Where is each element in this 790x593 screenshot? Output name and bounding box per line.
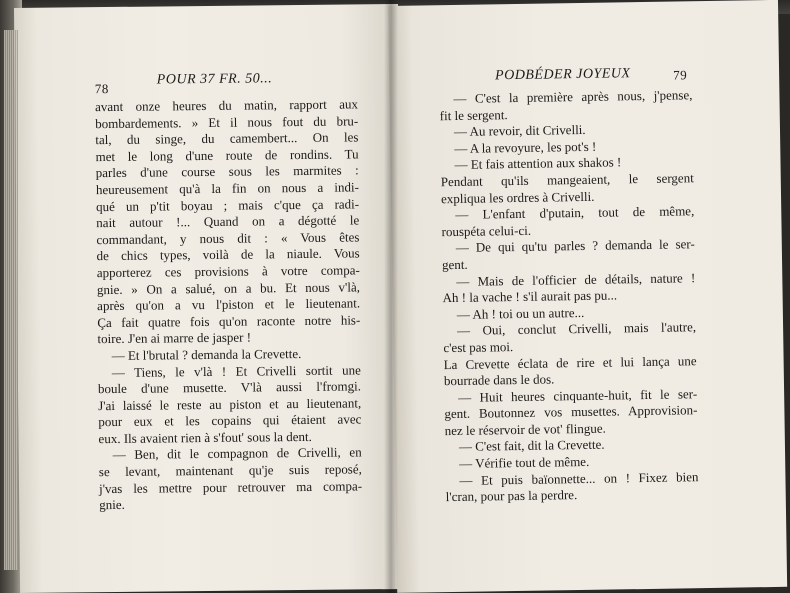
text-line: rouspéta celui-ci.	[441, 222, 532, 239]
text-line: gnie. » On a salué, on a bu. Et nous v'là,	[96, 278, 361, 297]
text-line: bombardements. » Et il nous fout du bru-	[95, 112, 359, 131]
text-line: bourrade dans le dos.	[443, 371, 555, 389]
text-line: tal, du singe, du camembert... On les	[95, 129, 359, 148]
text-line: Ça fait quatre fois qu'on raconte notre his-	[97, 312, 361, 330]
right-page	[388, 0, 787, 593]
text-line: parles d'une course sous les marmites :	[95, 162, 359, 181]
text-line: toire. J'en ai marre de jasper !	[97, 329, 252, 347]
text-line: — C'est fait, dit la Crevette.	[458, 437, 605, 455]
text-line: après qu'on a vu l'piston et le lieutenant.	[97, 295, 361, 314]
text-line: — Au revoir, dit Crivelli.	[453, 122, 586, 140]
right-page-text	[439, 87, 698, 506]
text-line: eux. Ils avaient rien à s'fout' sous la dent.	[98, 428, 312, 447]
right-running-title: PODBÉDER JOYEUX	[494, 66, 631, 84]
text-line: de chics types, voilà de la niaule. Vous	[96, 245, 360, 264]
text-line: — Et puis baïonnette... on ! Fixez bien	[459, 468, 699, 488]
left-running-title: POUR 37 FR. 50...	[156, 71, 273, 88]
text-line: — A la revoyure, les pot's !	[454, 138, 597, 156]
text-line: met le long d'une route de rondins. Tu	[95, 146, 359, 164]
text-line: J'ai laissé le reste au piston et au lieutenant,	[98, 395, 362, 413]
text-line: fit le sergent.	[439, 106, 508, 123]
text-line: c'est pas moi.	[443, 338, 514, 356]
text-line: j'vas les mettre pour retrouver ma compa-	[98, 478, 363, 496]
text-line: se levant, maintenant qu'je suis reposé,	[98, 461, 362, 480]
text-line: nait autour !... Quand on a dégotté le	[96, 212, 360, 231]
text-line: La Crevette éclata de rire et lui lança une	[443, 352, 697, 372]
text-line: — Ah ! toi ou un autre...	[456, 304, 585, 322]
page-stack-edge	[4, 30, 18, 570]
text-line: gent. Boutonnez vos musettes. Approvision-	[444, 402, 698, 422]
text-line: commandant, y nous dit : « Vous êtes	[96, 229, 360, 247]
text-line: expliqua les ordres à Crivelli.	[440, 188, 595, 206]
text-line: apporterez ces provisions à votre compa-	[96, 262, 360, 281]
left-page	[14, 4, 404, 593]
text-line: Ah ! la vache ! s'il aurait pas pu...	[442, 287, 618, 306]
text-line: qué un p'tit boyau ; mais c'que ça radi-	[96, 195, 360, 214]
text-line: — Huit heures cinquante-huit, fit le ser-	[458, 385, 698, 405]
text-line: — L'enfant d'putain, tout de même,	[455, 203, 695, 223]
left-page-text	[95, 96, 362, 514]
text-line: — C'est la première après nous, j'pense,	[453, 87, 693, 106]
text-line: — Tiens, le v'là ! Et Crivelli sortit une	[111, 361, 361, 380]
text-line: — Et l'brutal ? demanda la Crevette.	[111, 345, 302, 363]
book-gutter	[384, 0, 398, 593]
text-line: — Vérifie tout de même.	[459, 453, 590, 471]
text-line: — Et fais attention aux shakos !	[454, 154, 622, 173]
text-line: nez le réservoir de vot' flingue.	[444, 420, 606, 439]
right-page-number: 79	[673, 67, 688, 83]
text-line: pour eux et les copains qui étaient avec	[98, 411, 362, 430]
text-line: avant onze heures du matin, rapport aux	[94, 96, 359, 115]
left-page-number: 78	[94, 81, 109, 97]
text-line: Pendant qu'ils mangeaient, le sergent	[440, 170, 694, 190]
text-line: — Ben, dit le compagnon de Crivelli, en	[112, 444, 362, 463]
text-line: l'cran, pour pas la perdre.	[445, 487, 578, 505]
text-line: gnie.	[99, 497, 125, 513]
text-line: — Mais de l'officier de détails, nature !	[456, 269, 696, 289]
text-line: heureusement qu'à la fin on nous a indi-	[95, 179, 359, 198]
text-line: — Oui, conclut Crivelli, mais l'autre,	[456, 319, 697, 339]
text-line: boule d'une musette. V'là aussi l'fromgi.	[97, 378, 362, 397]
text-line: — De qui qu'tu parles ? demanda le ser-	[455, 236, 695, 256]
text-line: gent.	[441, 256, 468, 273]
